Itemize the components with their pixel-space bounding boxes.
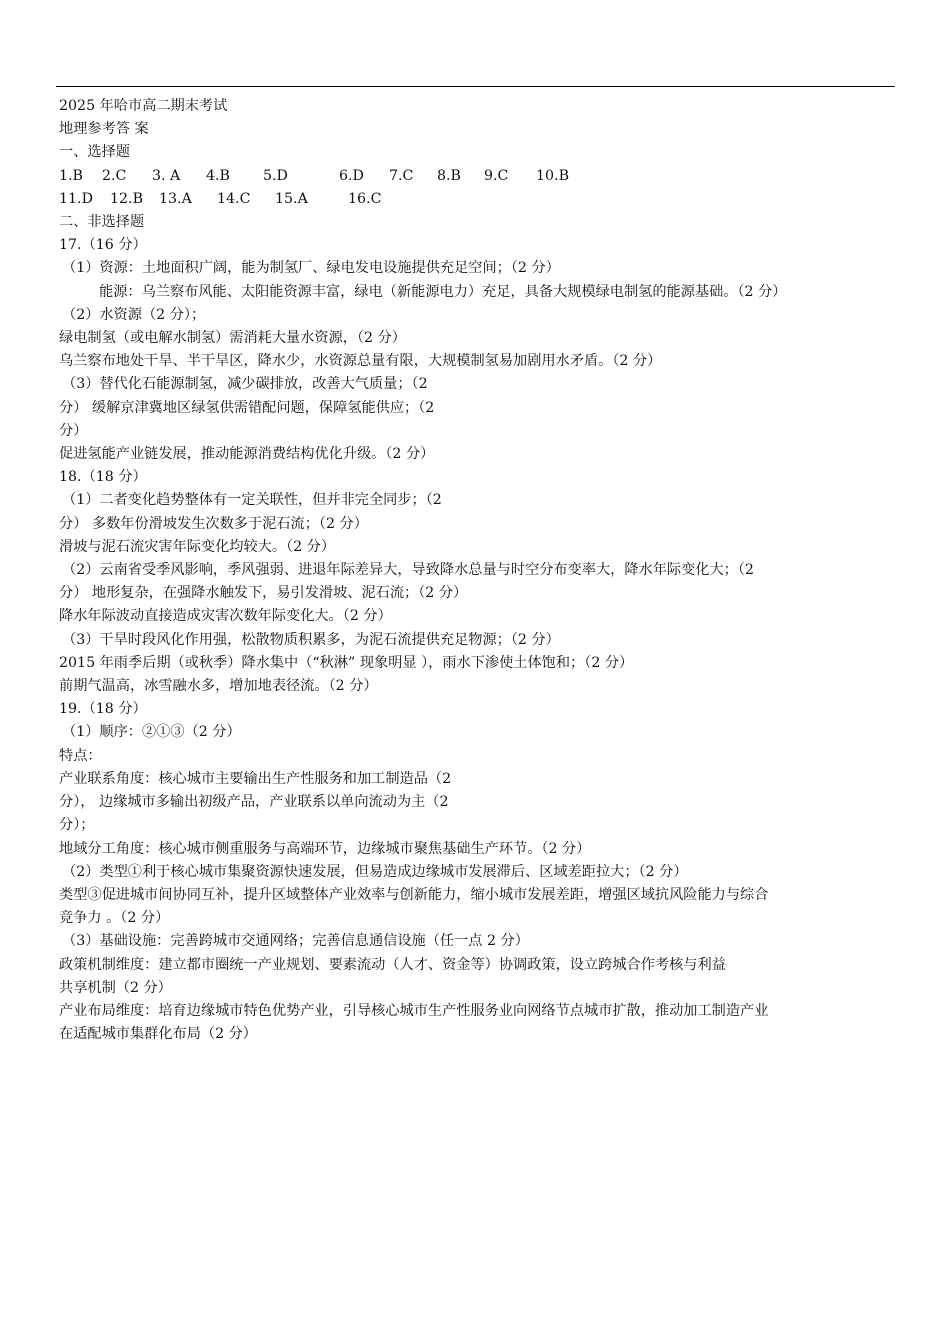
answer-line: （1）资源：土地面积广阔，能为制氢厂、绿电发电设施提供充足空间；（2 分） xyxy=(62,260,560,277)
answer-line: 政策机制维度：建立都市圈统一产业规划、要素流动（人才、资金等）协调政策，设立跨城合作考核与利益 xyxy=(59,956,726,973)
choice-answer: 9.C xyxy=(484,167,509,184)
answer-line: （1）顺序：②①③（2 分） xyxy=(62,724,241,741)
answer-line: 分） 地形复杂，在强降水触发下，易引发滑坡、泥石流；（2 分） xyxy=(59,585,468,602)
answer-line: 绿电制氢（或电解水制氢）需消耗大量水资源，（2 分） xyxy=(59,330,406,347)
choice-answer: 7.C xyxy=(389,167,414,184)
choice-answer: 10.B xyxy=(536,167,569,184)
answer-line: 共享机制（2 分） xyxy=(59,979,172,996)
answer-line: 特点： xyxy=(59,747,102,764)
answer-line: 滑坡与泥石流灾害年际变化均较大。（2 分） xyxy=(59,538,336,555)
answer-line: 能源：乌兰察布风能、太阳能资源丰富，绿电（新能源电力）充足，具备大规模绿电制氢的能源基础。（2 分） xyxy=(99,283,787,300)
answer-line: 在适配城市集群化布局（2 分） xyxy=(59,1026,257,1043)
answer-line: 竞争力 。（2 分） xyxy=(59,910,170,927)
choice-answer: 12.B xyxy=(110,190,143,207)
choice-answer: 3. A xyxy=(152,167,181,184)
answer-line: 促进氢能产业链发展，推动能源消费结构优化升级。（2 分） xyxy=(59,446,435,463)
answer-line: （2）类型①利于核心城市集聚资源快速发展，但易造成边缘城市发展滞后、区域差距拉大；（2 分） xyxy=(62,863,688,880)
choice-answer: 13.A xyxy=(159,190,192,207)
answer-line: 分）； xyxy=(59,817,95,834)
answer-key-document xyxy=(59,95,895,1046)
choice-answer: 5.D xyxy=(263,167,288,184)
answer-line: 2015 年雨季后期（或秋季）降水集中（“秋淋” 现象明显 ），雨水下渗使土体饱和；（2 分） xyxy=(59,654,634,671)
answer-line: 分） 多数年份滑坡发生次数多于泥石流；（2 分） xyxy=(59,515,368,532)
answer-line: （3）基础设施：完善跨城市交通网络；完善信息通信设施（任一点 2 分） xyxy=(62,933,529,950)
section-heading-choice: 一、选择题 xyxy=(59,144,130,161)
choice-answer: 15.A xyxy=(275,190,308,207)
answer-line: （2）水资源（2 分）； xyxy=(62,306,206,323)
choice-answer: 11.D xyxy=(59,190,93,207)
answer-line: 产业布局维度：培育边缘城市特色优势产业，引导核心城市生产性服务业向网络节点城市扩散，推动加工制造产业 xyxy=(59,1002,769,1019)
answer-line: （3）干旱时段风化作用强，松散物质积累多，为泥石流提供充足物源；（2 分） xyxy=(62,631,560,648)
answer-line: 前期气温高，冰雪融水多，增加地表径流。（2 分） xyxy=(59,678,378,695)
section-heading-nonchoice: 二、非选择题 xyxy=(59,214,145,231)
answer-line: （2）云南省受季风影响，季风强弱、进退年际差异大，导致降水总量与时空分布变率大，降水年际变化大；（2 xyxy=(62,562,754,579)
answer-line: （1）二者变化趋势整体有一定关联性，但并非完全同步；（2 xyxy=(62,492,442,509)
choice-answer: 8.B xyxy=(437,167,461,184)
choice-answer: 4.B xyxy=(206,167,230,184)
answer-line: （3）替代化石能源制氢，减少碳排放，改善大气质量；（2 xyxy=(62,376,428,393)
choice-answer: 14.C xyxy=(217,190,251,207)
question-header: 17.（16 分） xyxy=(59,237,147,254)
answer-line: 产业联系角度：核心城市主要输出生产性服务和加工制造品（2 xyxy=(59,770,452,787)
answer-line: 分） 缓解京津冀地区绿氢供需错配问题，保障氢能供应；（2 xyxy=(59,399,435,416)
choice-answer: 6.D xyxy=(339,167,364,184)
choice-answer: 2.C xyxy=(102,167,127,184)
answer-line: 类型③促进城市间协同互补，提升区域整体产业效率与创新能力，缩小城市发展差距，增强区域抗风险能力与综合 xyxy=(59,886,769,903)
choice-answers-row-1 xyxy=(59,165,895,188)
question-header: 18.（18 分） xyxy=(59,469,147,486)
header-rule xyxy=(56,86,895,87)
answer-line: 分）， 边缘城市多输出初级产品，产业联系以单向流动为主（2 xyxy=(59,794,449,811)
answer-line: 降水年际波动直接造成灾害次数年际变化大。（2 分） xyxy=(59,608,392,625)
choice-answer: 16.C xyxy=(348,190,382,207)
document-subtitle: 地理参考答 案 xyxy=(59,121,149,138)
choice-answer: 1.B xyxy=(59,167,83,184)
answer-line: 乌兰察布地处干旱、半干旱区，降水少，水资源总量有限，大规模制氢易加剧用水矛盾。（2 分） xyxy=(59,353,662,370)
question-header: 19.（18 分） xyxy=(59,701,147,718)
answer-line: 分） xyxy=(59,422,88,439)
choice-answers-row-2 xyxy=(59,188,895,211)
answer-line: 地域分工角度：核心城市侧重服务与高端环节，边缘城市聚焦基础生产环节。（2 分） xyxy=(59,840,591,857)
document-title: 2025 年哈市高二期末考试 xyxy=(59,98,228,114)
